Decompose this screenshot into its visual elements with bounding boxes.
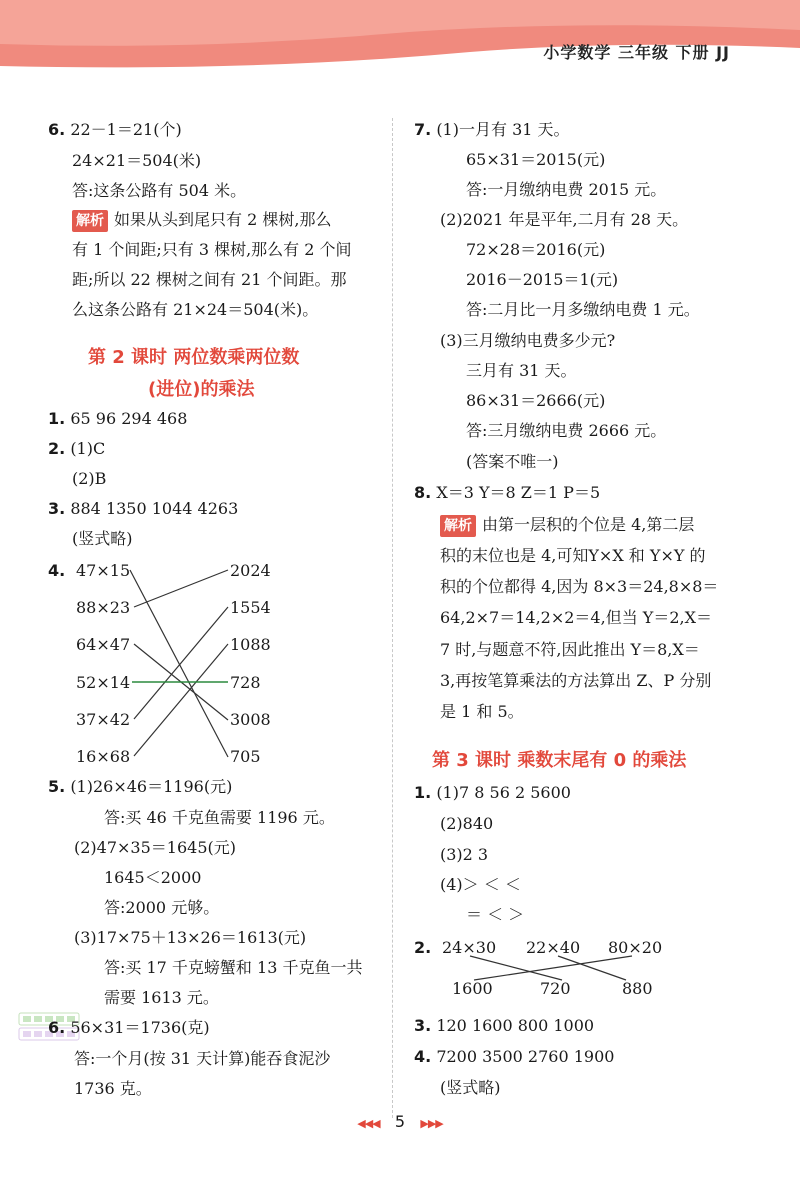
q7-number: 7. xyxy=(414,120,432,139)
s2-q3-line2: (竖式略) xyxy=(72,529,133,548)
match-right-2: 1554 xyxy=(230,598,271,617)
jiexi2-line2: 积的末位也是 4,可知Y×X 和 Y×Y 的 xyxy=(440,546,706,565)
jiexi1-line2: 有 1 个间距;只有 3 棵树,那么有 2 个间 xyxy=(72,240,352,259)
s2-q5-line2: 答:买 46 千克鱼需要 1196 元。 xyxy=(104,808,335,827)
match-right-5: 3008 xyxy=(230,710,271,729)
page-number: 5 xyxy=(394,1112,406,1131)
q7-line5: 72×28＝2016(元) xyxy=(466,240,606,259)
s2-q2-line2: (2)B xyxy=(72,469,107,488)
match-line-37x42-1554 xyxy=(134,607,228,719)
match-line-88x23-2024 xyxy=(134,570,228,607)
jiexi2-line1 xyxy=(440,515,694,537)
q7-line8: (3)三月缴纳电费多少元? xyxy=(440,331,616,350)
match-left-4: 52×14 xyxy=(76,673,131,692)
s3-q3-text: 120 1600 800 1000 xyxy=(436,1016,595,1035)
match2-bottom-2: 720 xyxy=(540,979,571,998)
s2-q4-number: 4. xyxy=(48,561,66,580)
prev-arrows-icon: ◀◀◀ xyxy=(357,1117,380,1130)
s2-q3-text1: 884 1350 1044 4263 xyxy=(70,499,239,518)
match2-line-80x20-1600 xyxy=(474,956,632,980)
s2-q5-line6: (3)17×75＋13×26＝1613(元) xyxy=(74,928,307,947)
s2-q6-number: 6. xyxy=(48,1018,66,1037)
q8-number: 8. xyxy=(414,483,432,502)
s3-q1-line5: ＝ ＜ ＞ xyxy=(466,905,525,924)
s3-q1-number: 1. xyxy=(414,783,432,802)
q7-line4: (2)2021 年是平年,二月有 28 天。 xyxy=(440,210,689,229)
s2-q6-text1: 56×31＝1736(克) xyxy=(70,1018,210,1037)
match2-top-3: 80×20 xyxy=(608,938,663,957)
match2-top-2: 22×40 xyxy=(526,938,581,957)
jiexi1-line3: 距;所以 22 棵树之间有 21 个间距。那 xyxy=(72,270,347,289)
match-left-1: 47×15 xyxy=(76,561,131,580)
section2-title-line2: (进位)的乘法 xyxy=(148,379,255,400)
s2-q6-line1 xyxy=(48,1018,210,1038)
s2-q3-number: 3. xyxy=(48,499,66,518)
s2-q2-number: 2. xyxy=(48,439,66,458)
match-right-1: 2024 xyxy=(230,561,271,580)
q7-line9: 三月有 31 天。 xyxy=(466,361,577,380)
jiexi2-line4: 64,2×7＝14,2×2＝4,但当 Y＝2,X＝ xyxy=(440,608,712,627)
s3-q1-text1: (1)7 8 56 2 5600 xyxy=(436,783,571,802)
s3-q4-text1: 7200 3500 2760 1900 xyxy=(436,1047,615,1066)
s3-q2-number: 2. xyxy=(414,938,432,957)
q6-line3: 答:这条公路有 504 米。 xyxy=(72,181,247,200)
match-left-2: 88×23 xyxy=(76,598,131,617)
jiexi2-tag: 解析 xyxy=(440,515,476,537)
s3-q3-number: 3. xyxy=(414,1016,432,1035)
jiexi1-line4: 么这条公路有 21×24＝504(米)。 xyxy=(72,300,319,319)
q7-line7: 答:二月比一月多缴纳电费 1 元。 xyxy=(466,300,700,319)
match-left-3: 64×47 xyxy=(76,635,131,654)
s3-q3-line xyxy=(414,1016,594,1036)
q7-line6: 2016－2015＝1(元) xyxy=(466,270,619,289)
q7-line2: 65×31＝2015(元) xyxy=(466,150,606,169)
match2-line-24x30-720 xyxy=(470,956,562,980)
match-left-6: 16×68 xyxy=(76,747,131,766)
match2-bottom-1: 1600 xyxy=(452,979,493,998)
s2-q5-text1: (1)26×46＝1196(元) xyxy=(70,777,233,796)
q7-line3: 答:一月缴纳电费 2015 元。 xyxy=(466,180,667,199)
q6-line2: 24×21＝504(米) xyxy=(72,151,202,170)
jiexi2-line5: 7 时,与题意不符,因此推出 Y＝8,X＝ xyxy=(440,640,700,659)
s2-q5-line4: 1645＜2000 xyxy=(104,868,202,887)
s2-q1-number: 1. xyxy=(48,409,66,428)
q8-text: X＝3 Y＝8 Z＝1 P＝5 xyxy=(436,483,601,502)
s2-q5-line8: 需要 1613 元。 xyxy=(104,988,219,1007)
s3-q4-line2: (竖式略) xyxy=(440,1078,501,1097)
match-line-16x68-1088 xyxy=(134,644,228,756)
q7-line12: (答案不唯一) xyxy=(466,452,559,471)
match2-line-22x40-880 xyxy=(558,956,626,980)
q7-line11: 答:三月缴纳电费 2666 元。 xyxy=(466,421,667,440)
jiexi1-tag: 解析 xyxy=(72,210,108,232)
q6-number: 6. xyxy=(48,120,66,139)
q7-line1 xyxy=(414,120,570,140)
s2-q2-text1: (1)C xyxy=(70,439,106,458)
match-line-47x15-705 xyxy=(130,570,228,757)
s2-q1-text: 65 96 294 468 xyxy=(70,409,188,428)
jiexi2-text1: 由第一层积的个位是 4,第二层 xyxy=(482,515,695,534)
header-title: 小学数学 三年级 下册 JJ xyxy=(543,43,730,62)
jiexi2-line6: 3,再按笔算乘法的方法算出 Z、P 分别 xyxy=(440,671,712,690)
q8-line xyxy=(414,483,600,503)
match-right-6: 705 xyxy=(230,747,261,766)
s3-q1-line3: (3)2 3 xyxy=(440,845,489,864)
s3-q1-line2: (2)840 xyxy=(440,814,494,833)
section3-title: 第 3 课时 乘数末尾有 0 的乘法 xyxy=(432,750,687,771)
match2-top-1: 24×30 xyxy=(442,938,497,957)
next-arrows-icon: ▶▶▶ xyxy=(420,1117,443,1130)
match2-bottom-3: 880 xyxy=(622,979,653,998)
s2-q5-line3: (2)47×35＝1645(元) xyxy=(74,838,236,857)
jiexi2-line3: 积的个位都得 4,因为 8×3＝24,8×8＝ xyxy=(440,577,719,596)
match-right-4: 728 xyxy=(230,673,261,692)
s2-q6-line3: 1736 克。 xyxy=(74,1079,152,1098)
s2-q5-line1 xyxy=(48,777,232,797)
q7-line10: 86×31＝2666(元) xyxy=(466,391,606,410)
s2-q6-line2: 答:一个月(按 31 天计算)能吞食泥沙 xyxy=(74,1049,331,1068)
s3-q1-line1 xyxy=(414,783,571,803)
s2-q5-number: 5. xyxy=(48,777,66,796)
s2-q5-line5: 答:2000 元够。 xyxy=(104,898,220,917)
jiexi2-line7: 是 1 和 5。 xyxy=(440,702,524,721)
s2-q5-line7: 答:买 17 千克螃蟹和 13 千克鱼一共 xyxy=(104,958,363,977)
section2-title-line1: 第 2 课时 两位数乘两位数 xyxy=(88,347,300,368)
page-footer xyxy=(0,1112,800,1131)
s3-q1-line4: (4)＞ ＜ ＜ xyxy=(440,875,521,894)
q7-text1: (1)一月有 31 天。 xyxy=(436,120,570,139)
s3-q4-number: 4. xyxy=(414,1047,432,1066)
match-right-3: 1088 xyxy=(230,635,271,654)
match-left-5: 37×42 xyxy=(76,710,131,729)
s3-q4-line1 xyxy=(414,1047,614,1067)
jiexi1-text1: 如果从头到尾只有 2 棵树,那么 xyxy=(114,210,332,229)
q6-text1: 22－1＝21(个) xyxy=(70,120,182,139)
